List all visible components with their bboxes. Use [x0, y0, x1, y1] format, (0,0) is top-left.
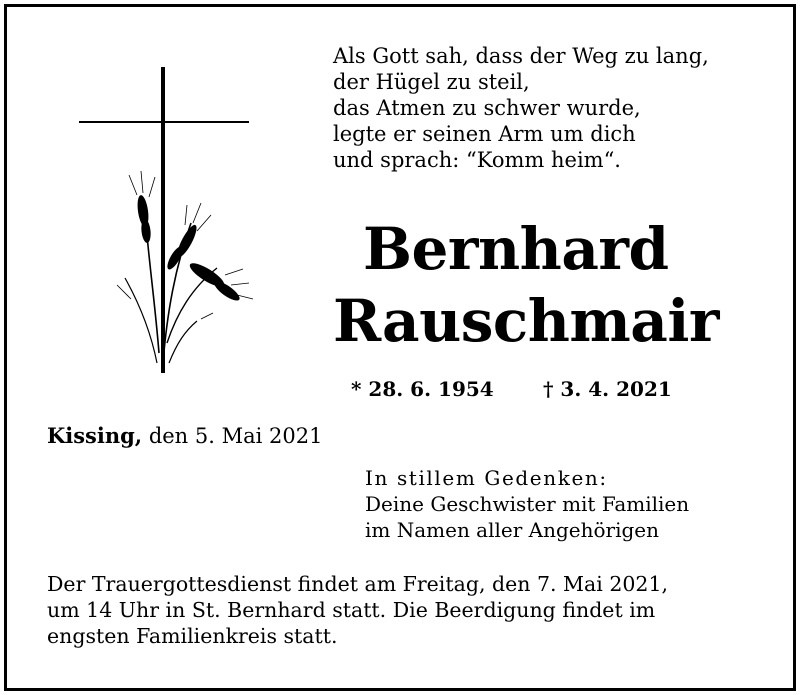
- service-notice: [47, 571, 668, 649]
- last-name: Rauschmair: [333, 287, 719, 355]
- poem-line: legte er seinen Arm um dich: [333, 122, 636, 146]
- poem-line: der Hügel zu steil,: [333, 70, 530, 94]
- poem-line: Als Gott sah, dass der Weg zu lang,: [333, 44, 709, 68]
- memory-line: Deine Geschwister mit Familien: [365, 492, 690, 516]
- birth-date: * 28. 6. 1954: [351, 377, 494, 401]
- poem-line: das Atmen zu schwer wurde,: [333, 96, 641, 120]
- death-date: † 3. 4. 2021: [543, 377, 672, 401]
- memory-line: im Namen aller Angehörigen: [365, 518, 660, 542]
- memory-heading: In stillem Gedenken:: [365, 466, 608, 490]
- obituary-frame: [4, 4, 796, 691]
- date: den 5. Mai 2021: [148, 424, 323, 448]
- cross-with-wheat-icon: [67, 63, 257, 383]
- place: Kissing,: [47, 423, 143, 448]
- service-line: engsten Familienkreis statt.: [47, 624, 338, 648]
- memory-block: [365, 465, 689, 543]
- poem: [333, 43, 773, 173]
- first-name: Bernhard: [363, 215, 669, 283]
- service-line: um 14 Uhr in St. Bernhard statt. Die Beerdigung findet im: [47, 598, 656, 622]
- poem-line: und sprach: “Komm heim“.: [333, 148, 621, 172]
- service-line: Der Trauergottesdienst findet am Freitag, den 7. Mai 2021,: [47, 572, 669, 596]
- place-date-line: [47, 423, 322, 449]
